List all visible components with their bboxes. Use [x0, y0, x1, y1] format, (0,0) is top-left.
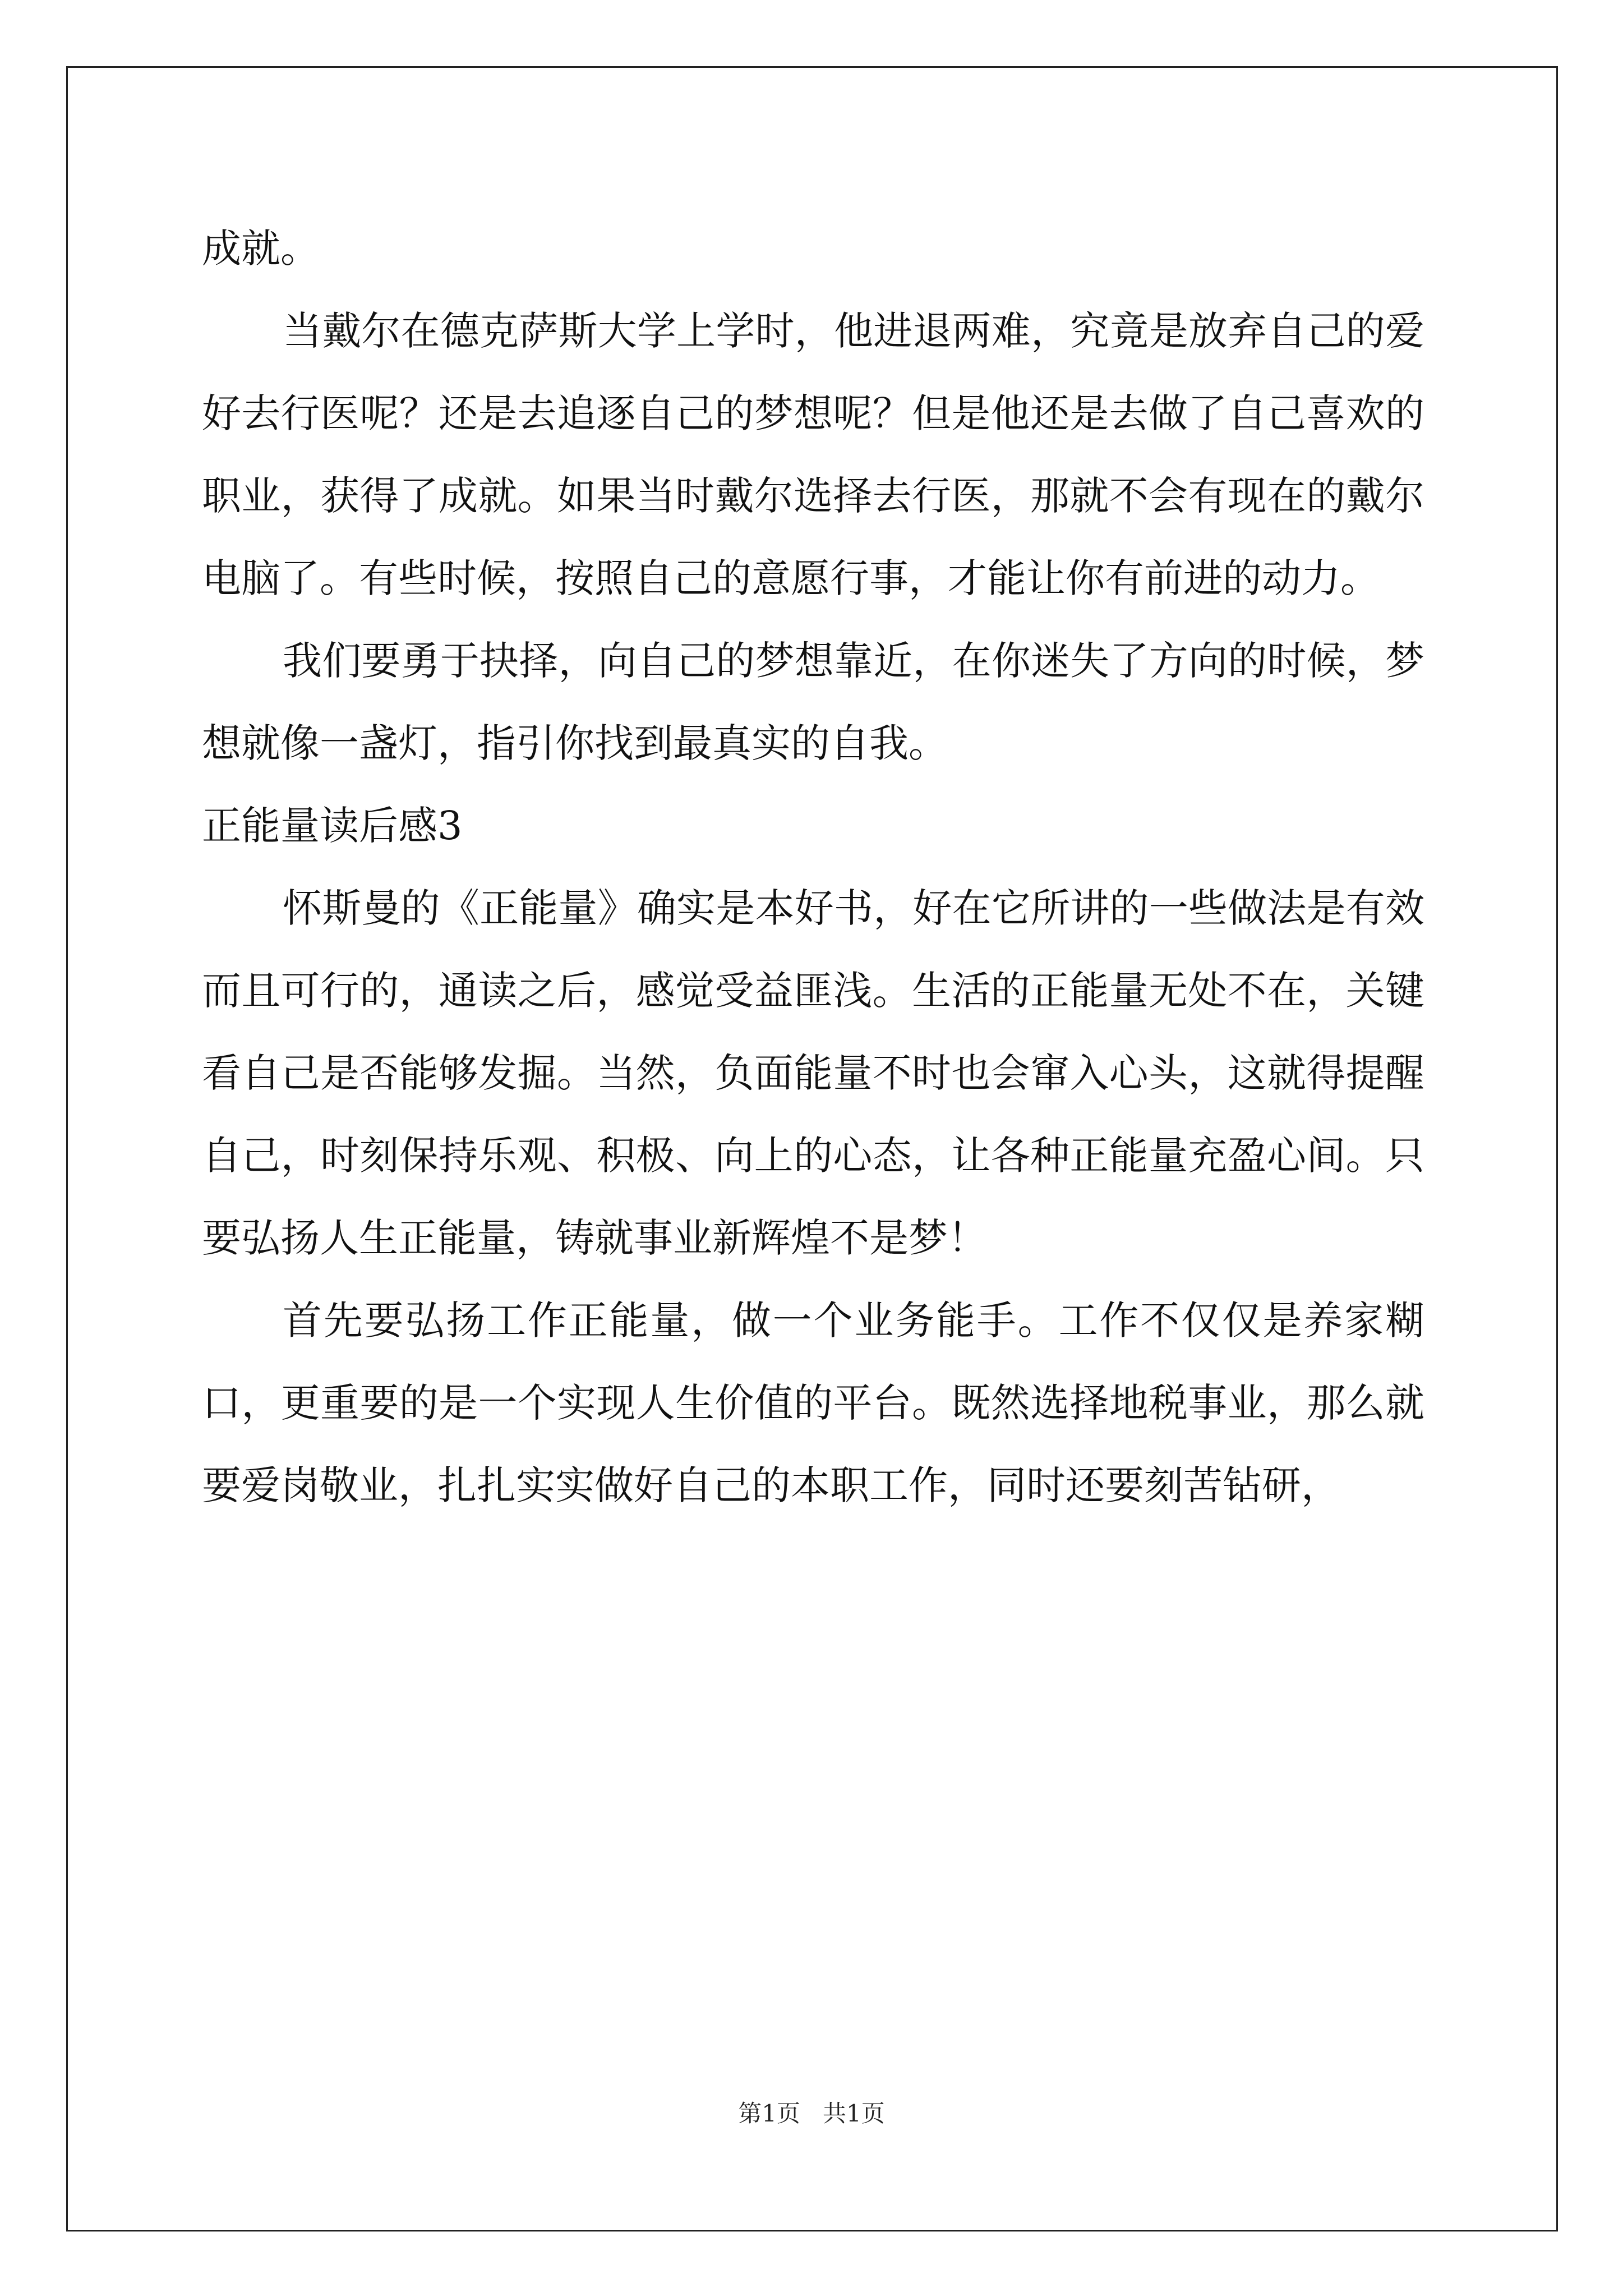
paragraph: 当戴尔在德克萨斯大学上学时，他进退两难，究竟是放弃自己的爱好去行医呢？还是去追逐自己的梦想呢？但是他还是去做了自己喜欢的职业，获得了成就。如果当时戴尔选择去行医，那就不会有现在的戴尔电脑了。有些时候，按照自己的意愿行事，才能让你有前进的动力。: [202, 308, 1424, 601]
paragraph: 怀斯曼的《正能量》确实是本好书，好在它所讲的一些做法是有效而且可行的，通读之后，感觉受益匪浅。生活的正能量无处不在，关键看自己是否能够发掘。当然，负面能量不时也会窜入心头，这就得提醒自己，时刻保持乐观、积极、向上的心态，让各种正能量充盈心间。只要弘扬人生正能量，铸就事业新辉煌不是梦！: [202, 885, 1424, 1261]
section-heading: 正能量读后感3: [202, 803, 463, 849]
paragraph: 我们要勇于抉择，向自己的梦想靠近，在你迷失了方向的时候，梦想就像一盏灯，指引你找到最真实的自我。: [202, 638, 1424, 766]
page-number-current: 第1页: [738, 2100, 800, 2127]
paragraph: 成就。: [202, 226, 320, 272]
paragraph: 首先要弘扬工作正能量，做一个业务能手。工作不仅仅是养家糊口，更重要的是一个实现人生价值的平台。既然选择地税事业，那么就要爱岗敬业，扎扎实实做好自己的本职工作，同时还要刻苦钻研，: [202, 1297, 1424, 1508]
page-number-total: 共1页: [823, 2100, 885, 2127]
document-body: [202, 208, 1424, 1527]
page-footer: [0, 2095, 1623, 2129]
